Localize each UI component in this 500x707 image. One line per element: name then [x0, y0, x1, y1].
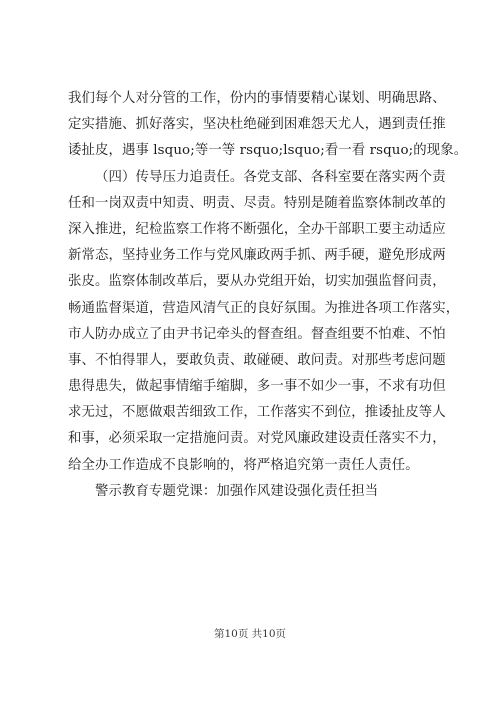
body-line: 市人防办成立了由尹书记牵头的督查组。督查组要不怕难、不怕	[68, 326, 446, 342]
body-line: 诿扯皮，遇事 lsquo;等一等 rsquo;lsquo;看一看 rsquo;的现象。	[68, 143, 468, 159]
document-body	[68, 86, 468, 505]
body-line: 求无过，不愿做艰苦细致工作，工作落实不到位，推诿扯皮等人	[68, 405, 446, 421]
body-line: 定实措施、抓好落实，坚决杜绝碰到困难怨天尤人，遇到责任推	[68, 117, 446, 133]
body-line: 事、不怕得罪人，要敢负责、敢碰硬、敢问责。对那些考虑问题	[68, 352, 446, 368]
section-heading-line: （四）传导压力追责任。各党支部、各科室要在落实两个责	[95, 169, 446, 185]
body-line: 患得患失，做起事情缩手缩脚，多一事不如少一事，不求有功但	[68, 379, 446, 395]
page-number-footer: 第10页 共10页	[213, 628, 287, 640]
body-line: 深入推进，纪检监察工作将不断强化，全办干部职工要主动适应	[68, 221, 446, 237]
body-line: 新常态，坚持业务工作与党风廉政两手抓、两手硬，避免形成两	[68, 248, 446, 264]
body-line: 给全办工作造成不良影响的，将严格追究第一责任人责任。	[68, 457, 419, 473]
body-line: 和事，必须采取一定措施问责。对党风廉政建设责任落实不力，	[68, 431, 446, 447]
body-line: 我们每个人对分管的工作，份内的事情要精心谋划、明确思路、	[68, 91, 446, 106]
body-line: 任和一岗双责中知责、明责、尽责。特别是随着监察体制改革的	[68, 195, 446, 211]
body-line: 张皮。监察体制改革后，要从办党组开始，切实加强监督问责，	[68, 274, 446, 290]
body-line: 畅通监督渠道，营造风清气正的良好氛围。为推进各项工作落实，	[68, 300, 460, 316]
closing-title-line: 警示教育专题党课：加强作风建设强化责任担当	[95, 483, 379, 499]
